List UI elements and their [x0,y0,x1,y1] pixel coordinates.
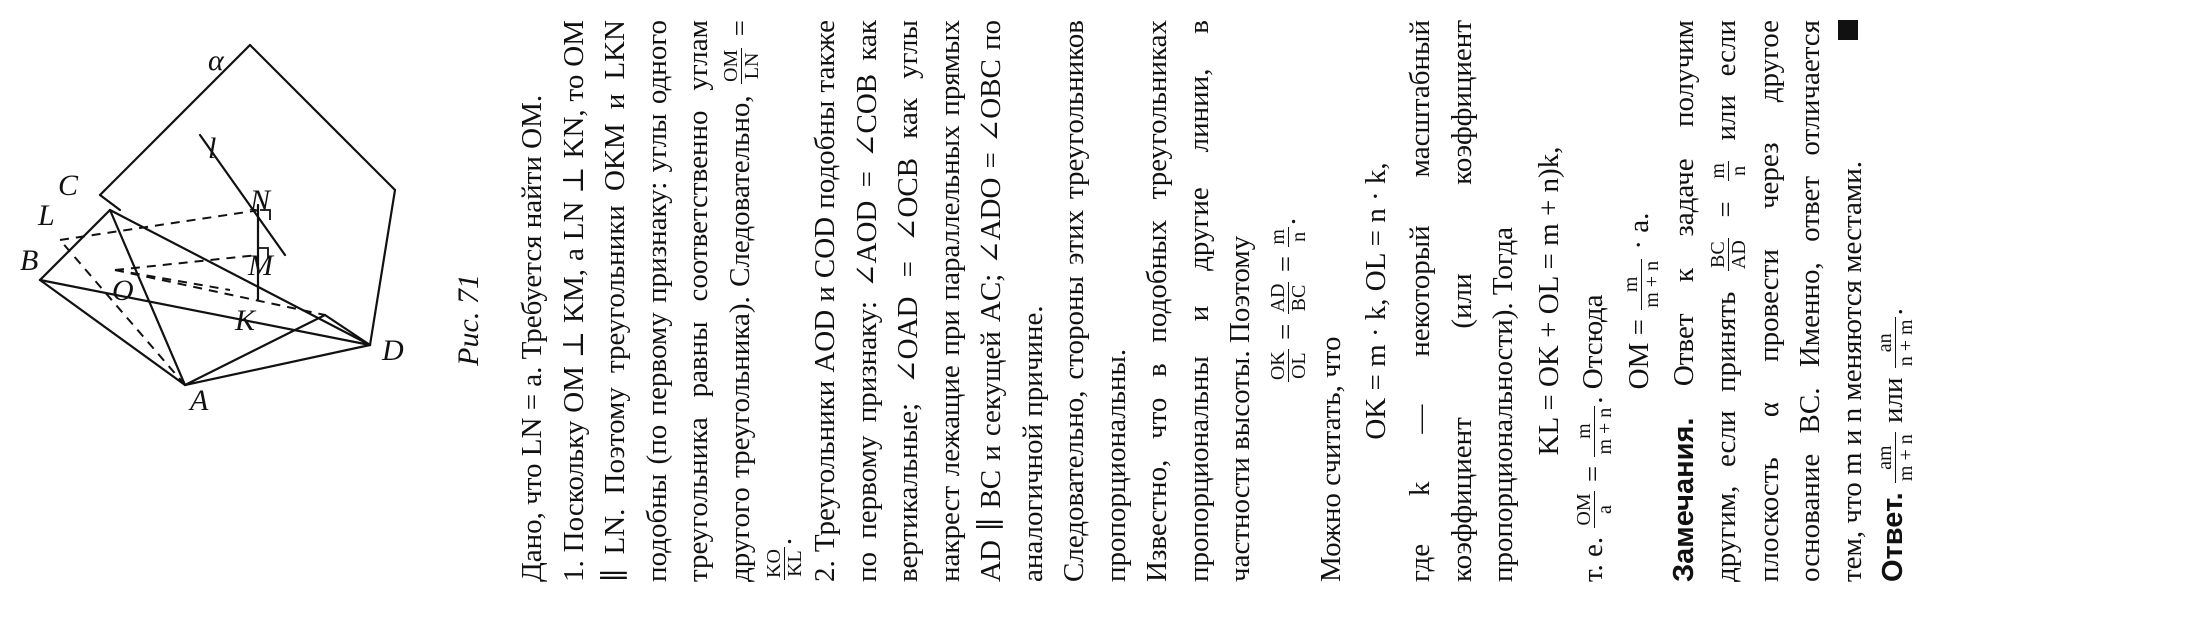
label-N: N [250,184,271,217]
label-B: B [20,244,39,277]
label-alpha: α [208,44,224,77]
solution-text-column [500,0,2200,640]
fraction-ko-kl: KO KL [763,549,807,578]
fraction-om-ln: OM LN [720,49,764,82]
label-l: l [208,132,217,165]
equation-kl: KL = OK + OL = m + n)k, [1532,146,1565,456]
answer-title: Ответ. [1877,492,1910,582]
label-K: K [235,304,256,337]
step-1-text: 1. Поскольку OM ⊥ KM, а LN ⊥ KN, то OM ∥ LN. Поэтому треугольники OKM и LKN подобны (по первому признаку: углы одного треугольника равны соответственно углам другого треугольника). Следовательно, [557,20,756,582]
step-2-paragraph: 2. Треугольники AOD и COD подобны также по первому признаку: ∠AOD = ∠COB как вертикальные; ∠OAD = ∠OCB как углы накрест лежащие при параллельных прямых AD ∥ BC и секущей AC; ∠ADO = ∠OBC по аналогичной причине. [809,20,1049,582]
assume-paragraph: Можно считать, что [1314,336,1347,582]
label-M: M [248,249,273,282]
equation-ok-ol: OK = m · k, OL = n · k, [1360,162,1393,440]
label-L: L [38,199,55,232]
remarks-paragraph: Замечания. Ответ к задаче получим другим, если принять BC AD = m n или если плоскость α провести через другое основание BC. Именно, ответ отличается тем, что m и n меняются местами. [1668,19,1868,582]
label-O: O [112,274,134,307]
rotated-text-region [500,0,2200,640]
equation-om: OM = m m + n · a. [1620,212,1664,390]
answer-paragraph: Ответ. am m + n или an n + m . [1873,308,1917,582]
coefficient-paragraph: где k — некоторый масштабный коэффициент (или коэффициент пропорциональности). Тогда [1404,20,1520,582]
step-1-paragraph: 1. Поскольку OM ⊥ KM, а LN ⊥ KN, то OM ∥ LN. Поэтому треугольники OKM и LKN подобны (по первому признаку: углы одного треугольника равны соответственно углам другого треугольника). Следовательно, OM LN = KO KL . [557,20,807,582]
ie-paragraph: т. е. OM a = m m + n . Отсюда [1573,294,1617,582]
label-D: D [382,334,404,367]
remarks-title: Замечания. [1668,417,1701,582]
label-A: A [190,384,209,417]
figure-caption: Рис. 71 [452,274,485,366]
heights-paragraph: Известно, что в подобных треугольниках пропорциональны и другие линии, в частности высоты. Поэтому [1141,20,1257,582]
step-1-equals: = [723,20,756,37]
end-of-proof-square [1838,20,1858,40]
geometry-figure-71 [0,0,500,640]
proportional-sides-paragraph: Следовательно, стороны этих треугольников пропорциональны. [1058,20,1132,582]
given-paragraph: Дано, что LN = a. Требуется найти OM. [516,94,548,582]
label-C: C [58,169,79,202]
equation-ratio: OK OL = AD BC = m n . [1266,217,1310,381]
